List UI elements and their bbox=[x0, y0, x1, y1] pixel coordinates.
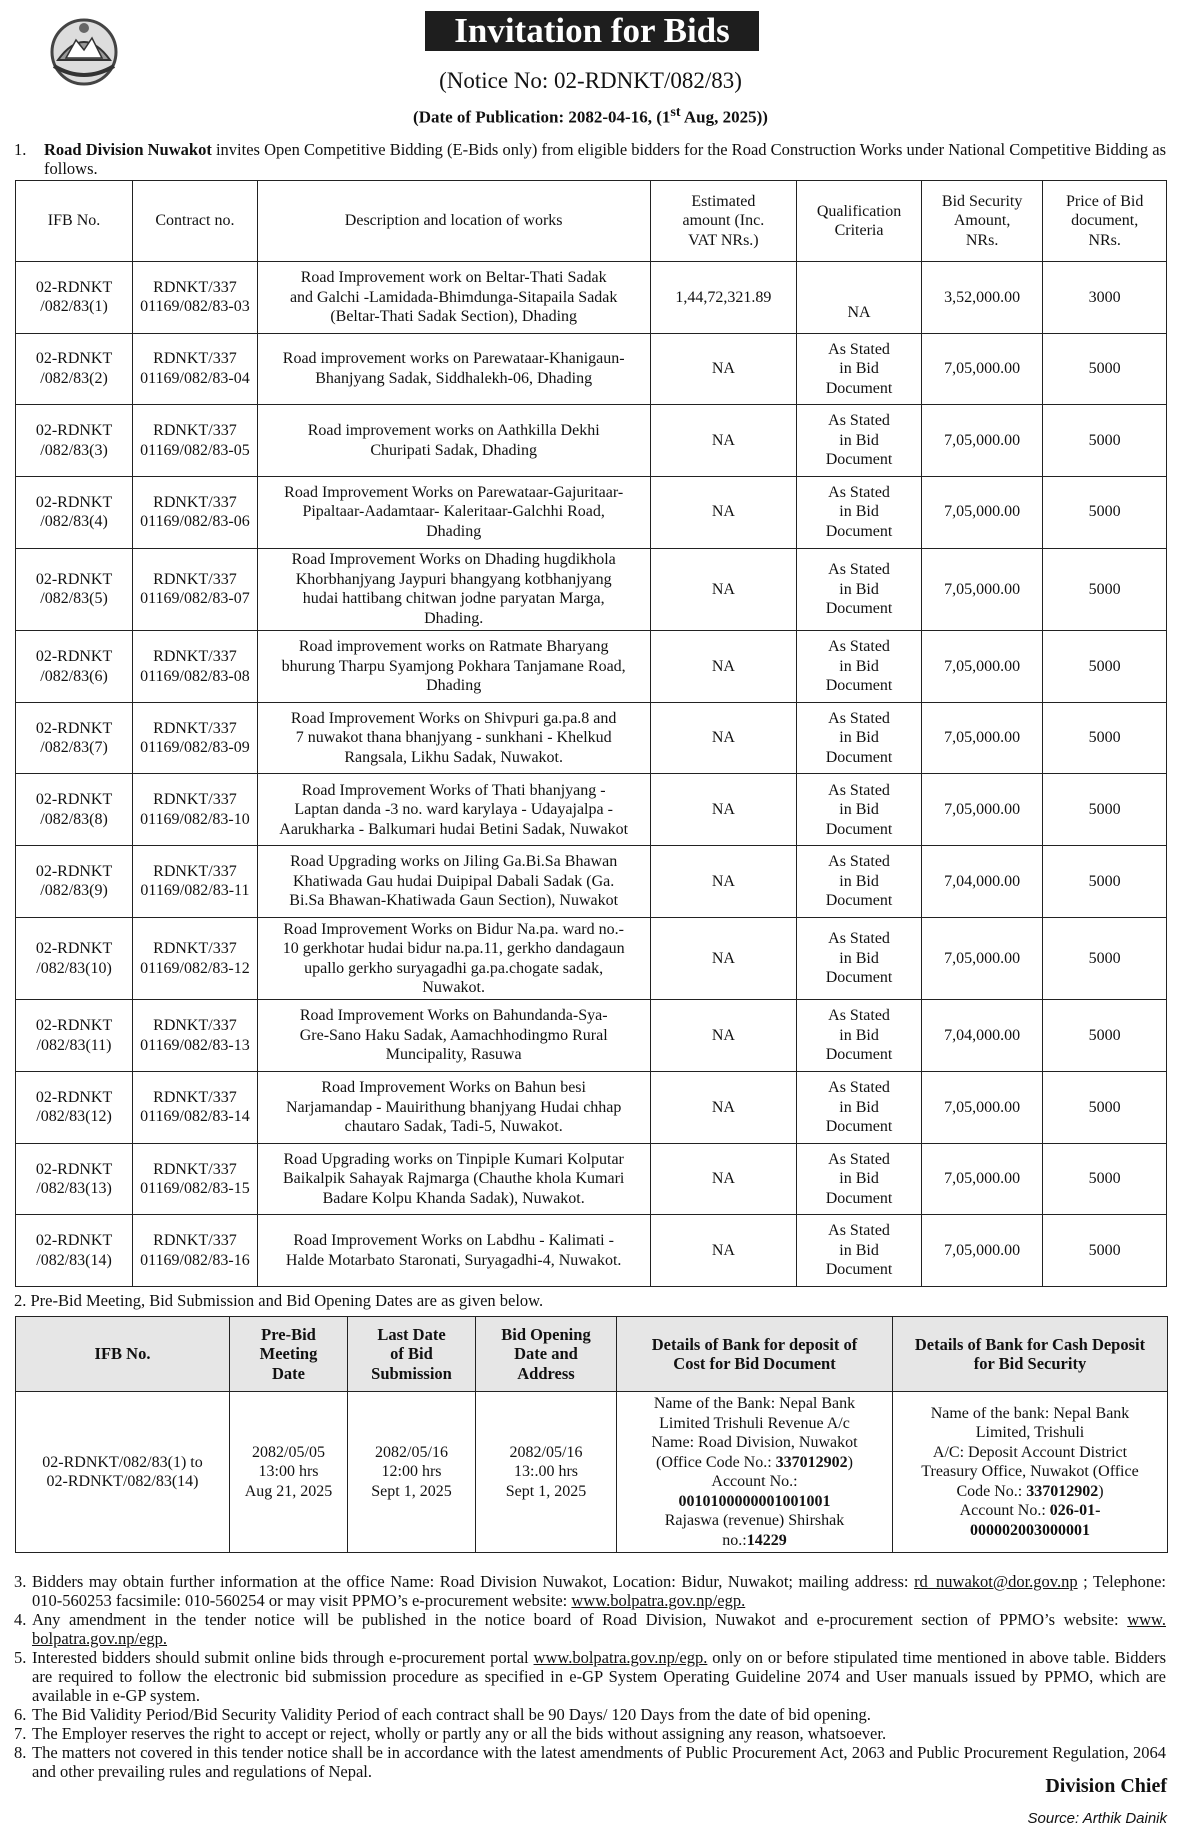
bid-document-price: 5000 bbox=[1043, 333, 1167, 405]
ifb-number: 02-RDNKT /082/83(7) bbox=[16, 702, 133, 774]
column-header: IFB No. bbox=[16, 181, 133, 262]
contract-number: RDNKT/337 01169/082/83-14 bbox=[133, 1072, 258, 1144]
bid-security-amount: 7,05,000.00 bbox=[921, 1215, 1042, 1287]
table-row bbox=[16, 1215, 1167, 1287]
bid-document-price: 5000 bbox=[1043, 631, 1167, 703]
intro-paragraph: 1. Road Division Nuwakot invites Open Competitive Bidding (E-Bids only) from eligible bidders for the Road Construction Works under National Competitive Bidding as follows. bbox=[14, 140, 1166, 178]
contract-number: RDNKT/337 01169/082/83-11 bbox=[133, 846, 258, 918]
work-description: Road Improvement Works on Bahun besi Narjamandap - Mauirithung bhanjyang Hudai chhap chautaro Sadak, Tadi-5, Nuwakot. bbox=[257, 1072, 650, 1144]
bid-security-amount: 7,05,000.00 bbox=[921, 333, 1042, 405]
qualification-criteria: As Stated in Bid Document bbox=[797, 917, 922, 1000]
ifb-number: 02-RDNKT /082/83(3) bbox=[16, 405, 133, 477]
contract-number: RDNKT/337 01169/082/83-12 bbox=[133, 917, 258, 1000]
table-row bbox=[16, 1072, 1167, 1144]
note-8: 8. The matters not covered in this tender notice shall be in accordance with the latest amendments of Public Procurement Act, 2063 and Public Procurement Regulation, 2064 and other prevailing rules and regulations of Nepal. bbox=[14, 1743, 1166, 1781]
notes-list bbox=[14, 1572, 1166, 1781]
column-header: Pre-Bid Meeting Date bbox=[230, 1317, 348, 1392]
pre-bid-date: 2082/05/05 13:00 hrs Aug 21, 2025 bbox=[230, 1392, 348, 1553]
estimated-amount: NA bbox=[650, 1143, 797, 1215]
bid-document-price: 5000 bbox=[1043, 405, 1167, 477]
qualification-criteria: As Stated in Bid Document bbox=[797, 476, 922, 548]
table-row bbox=[16, 1000, 1167, 1072]
contract-number: RDNKT/337 01169/082/83-13 bbox=[133, 1000, 258, 1072]
estimated-amount: NA bbox=[650, 631, 797, 703]
column-header: Last Date of Bid Submission bbox=[348, 1317, 476, 1392]
table-row bbox=[16, 917, 1167, 1000]
ifb-number: 02-RDNKT /082/83(12) bbox=[16, 1072, 133, 1144]
ifb-number: 02-RDNKT /082/83(2) bbox=[16, 333, 133, 405]
contract-number: RDNKT/337 01169/082/83-09 bbox=[133, 702, 258, 774]
qualification-criteria: As Stated in Bid Document bbox=[797, 1215, 922, 1287]
contract-number: RDNKT/337 01169/082/83-16 bbox=[133, 1215, 258, 1287]
bid-document-price: 5000 bbox=[1043, 1000, 1167, 1072]
qualification-criteria: As Stated in Bid Document bbox=[797, 405, 922, 477]
estimated-amount: NA bbox=[650, 548, 797, 631]
work-description: Road Improvement Works on Labdhu - Kalimati - Halde Motarbato Staronati, Suryagadhi-4, Nuwakot. bbox=[257, 1215, 650, 1287]
table-row bbox=[16, 774, 1167, 846]
estimated-amount: NA bbox=[650, 1000, 797, 1072]
email-link[interactable]: rd_nuwakot@dor.gov.np bbox=[914, 1572, 1078, 1591]
dates-ifb-range: 02-RDNKT/082/83(1) to 02-RDNKT/082/83(14) bbox=[16, 1392, 230, 1553]
bid-security-amount: 7,05,000.00 bbox=[921, 702, 1042, 774]
estimated-amount: NA bbox=[650, 846, 797, 918]
qualification-criteria: As Stated in Bid Document bbox=[797, 548, 922, 631]
website-link[interactable]: www. bolpatra.gov.np/egp. bbox=[32, 1610, 1166, 1648]
qualification-criteria: As Stated in Bid Document bbox=[797, 631, 922, 703]
note-4: 4. Any amendment in the tender notice will be published in the notice board of Road Division, Nuwakot and e-procurement section of PPMO’s website: www. bolpatra.gov.np/egp. bbox=[14, 1610, 1166, 1648]
dates-table-header bbox=[16, 1317, 1168, 1392]
table-row bbox=[16, 846, 1167, 918]
bid-security-amount: 7,05,000.00 bbox=[921, 476, 1042, 548]
contract-number: RDNKT/337 01169/082/83-05 bbox=[133, 405, 258, 477]
estimated-amount: NA bbox=[650, 405, 797, 477]
estimated-amount: NA bbox=[650, 774, 797, 846]
qualification-criteria: As Stated in Bid Document bbox=[797, 333, 922, 405]
bid-security-amount: 7,05,000.00 bbox=[921, 1143, 1042, 1215]
bid-document-price: 5000 bbox=[1043, 917, 1167, 1000]
ifb-number: 02-RDNKT /082/83(1) bbox=[16, 262, 133, 334]
column-header: Qualification Criteria bbox=[797, 181, 922, 262]
section-2-heading: 2. Pre-Bid Meeting, Bid Submission and Bid Opening Dates are as given below. bbox=[14, 1291, 544, 1310]
table-row bbox=[16, 262, 1167, 334]
contract-number: RDNKT/337 01169/082/83-04 bbox=[133, 333, 258, 405]
work-description: Road Improvement Works of Thati bhanjyang - Laptan danda -3 no. ward karylaya - Udayajalpa - Aarukharka - Balkumari hudai Betini Sadak, Nuwakot bbox=[257, 774, 650, 846]
bid-document-price: 5000 bbox=[1043, 774, 1167, 846]
estimated-amount: NA bbox=[650, 917, 797, 1000]
work-description: Road Upgrading works on Tinpiple Kumari Kolputar Baikalpik Sahayak Rajmarga (Chauthe khola Kumari Badare Kolpu Khanda Sadak), Nuwakot. bbox=[257, 1143, 650, 1215]
opening-date: 2082/05/16 13:.00 hrs Sept 1, 2025 bbox=[476, 1392, 617, 1553]
bid-security-amount: 3,52,000.00 bbox=[921, 262, 1042, 334]
ifb-number: 02-RDNKT /082/83(10) bbox=[16, 917, 133, 1000]
bid-document-price: 5000 bbox=[1043, 702, 1167, 774]
submission-date: 2082/05/16 12:00 hrs Sept 1, 2025 bbox=[348, 1392, 476, 1553]
estimated-amount: NA bbox=[650, 476, 797, 548]
contract-number: RDNKT/337 01169/082/83-10 bbox=[133, 774, 258, 846]
notice-number: (Notice No: 02-RDNKT/082/83) bbox=[439, 68, 742, 93]
note-7: 7. The Employer reserves the right to accept or reject, wholly or partly any or all the bids without assigning any reason, whatsoever. bbox=[14, 1724, 887, 1743]
bid-security-amount: 7,04,000.00 bbox=[921, 846, 1042, 918]
website-link[interactable]: www.bolpatra.gov.np/egp. bbox=[533, 1648, 708, 1667]
table-row bbox=[16, 631, 1167, 703]
column-header: Bid Opening Date and Address bbox=[476, 1317, 617, 1392]
bid-document-price: 5000 bbox=[1043, 548, 1167, 631]
table-row bbox=[16, 476, 1167, 548]
work-description: Road Improvement Works on Bidur Na.pa. ward no.- 10 gerkhotar hudai bidur na.pa.11, gerkho dandagaun upallo gerkho suryagadhi ga.pa.chogate sadak, Nuwakot. bbox=[257, 917, 650, 1000]
ifb-number: 02-RDNKT /082/83(11) bbox=[16, 1000, 133, 1072]
estimated-amount: NA bbox=[650, 1072, 797, 1144]
estimated-amount: NA bbox=[650, 702, 797, 774]
bids-table-header bbox=[16, 181, 1167, 262]
estimated-amount: 1,44,72,321.89 bbox=[650, 262, 797, 334]
source-credit: Source: Arthik Dainik bbox=[1027, 1810, 1167, 1827]
work-description: Road Improvement Works on Bahundanda-Sya- Gre-Sano Haku Sadak, Aamachhodingmo Rural Muncipality, Rasuwa bbox=[257, 1000, 650, 1072]
qualification-criteria: As Stated in Bid Document bbox=[797, 846, 922, 918]
table-row bbox=[16, 333, 1167, 405]
contract-number: RDNKT/337 01169/082/83-07 bbox=[133, 548, 258, 631]
qualification-criteria: As Stated in Bid Document bbox=[797, 1072, 922, 1144]
work-description: Road Improvement work on Beltar-Thati Sadak and Galchi -Lamidada-Bhimdunga-Sitapaila Sadak (Beltar-Thati Sadak Section), Dhading bbox=[257, 262, 650, 334]
bid-document-price: 5000 bbox=[1043, 476, 1167, 548]
signatory: Division Chief bbox=[1045, 1775, 1167, 1797]
bid-security-amount: 7,05,000.00 bbox=[921, 917, 1042, 1000]
column-header: Contract no. bbox=[133, 181, 258, 262]
bids-table bbox=[15, 180, 1167, 1287]
table-row bbox=[16, 702, 1167, 774]
ifb-number: 02-RDNKT /082/83(13) bbox=[16, 1143, 133, 1215]
work-description: Road Improvement Works on Parewataar-Gajuritaar- Pipaltaar-Aadamtaar- Kaleritaar-Galchhi Road, Dhading bbox=[257, 476, 650, 548]
column-header: Bid Security Amount, NRs. bbox=[921, 181, 1042, 262]
ifb-number: 02-RDNKT /082/83(14) bbox=[16, 1215, 133, 1287]
ifb-number: 02-RDNKT /082/83(6) bbox=[16, 631, 133, 703]
work-description: Road improvement works on Parewataar-Khanigaun- Bhanjyang Sadak, Siddhalekh-06, Dhading bbox=[257, 333, 650, 405]
qualification-criteria: As Stated in Bid Document bbox=[797, 1143, 922, 1215]
note-3: 3. Bidders may obtain further information at the office Name: Road Division Nuwakot, Location: Bidur, Nuwakot; mailing address: rd_nuwakot@dor.gov.np ; Telephone: 010-560253 facsimile: 010-560254 or may visit PPMO’s e-procurement website: www.bolpatra.gov.np/egp. bbox=[14, 1572, 1166, 1610]
bid-document-price: 5000 bbox=[1043, 1143, 1167, 1215]
bid-document-price: 3000 bbox=[1043, 262, 1167, 334]
qualification-criteria: NA bbox=[797, 262, 922, 334]
dates-table bbox=[15, 1316, 1168, 1553]
contract-number: RDNKT/337 01169/082/83-15 bbox=[133, 1143, 258, 1215]
table-row bbox=[16, 1143, 1167, 1215]
note-5: 5. Interested bidders should submit online bids through e-procurement portal www.bolpatra.gov.np/egp. only on or before stipulated time mentioned in above table. Bidders are required to follow the electronic bid submission procedure as specified in e-GP System Operating Guideline 2074 and User manuals issued by PPMO, which are available in e-GP system. bbox=[14, 1648, 1166, 1705]
column-header: Description and location of works bbox=[257, 181, 650, 262]
issuer-name: Road Division Nuwakot bbox=[44, 140, 212, 159]
table-row bbox=[16, 548, 1167, 631]
ifb-number: 02-RDNKT /082/83(9) bbox=[16, 846, 133, 918]
table-row bbox=[16, 405, 1167, 477]
bid-security-amount: 7,05,000.00 bbox=[921, 405, 1042, 477]
page-title: Invitation for Bids bbox=[425, 11, 759, 51]
publication-date: (Date of Publication: 2082-04-16, (1st Aug, 2025)) bbox=[413, 104, 768, 127]
qualification-criteria: As Stated in Bid Document bbox=[797, 774, 922, 846]
bid-security-amount: 7,05,000.00 bbox=[921, 1072, 1042, 1144]
column-header: Details of Bank for deposit of Cost for Bid Document bbox=[617, 1317, 893, 1392]
bid-security-amount: 7,05,000.00 bbox=[921, 774, 1042, 846]
ifb-number: 02-RDNKT /082/83(4) bbox=[16, 476, 133, 548]
bid-document-price: 5000 bbox=[1043, 1072, 1167, 1144]
estimated-amount: NA bbox=[650, 1215, 797, 1287]
work-description: Road improvement works on Aathkilla Dekhi Churipati Sadak, Dhading bbox=[257, 405, 650, 477]
work-description: Road Improvement Works on Shivpuri ga.pa.8 and 7 nuwakot thana bhanjyang - sunkhani - Khelkud Rangsala, Likhu Sadak, Nuwakot. bbox=[257, 702, 650, 774]
bank-security-details: Name of the bank: Nepal Bank Limited, Trishuli A/C: Deposit Account District Treasury Office, Nuwakot (Office Code No.: 337012902) Account No.: 026-01- 000002003000001 bbox=[893, 1392, 1168, 1553]
column-header: Price of Bid document, NRs. bbox=[1043, 181, 1167, 262]
ifb-number: 02-RDNKT /082/83(8) bbox=[16, 774, 133, 846]
column-header: IFB No. bbox=[16, 1317, 230, 1392]
qualification-criteria: As Stated in Bid Document bbox=[797, 1000, 922, 1072]
bid-security-amount: 7,05,000.00 bbox=[921, 631, 1042, 703]
column-header: Details of Bank for Cash Deposit for Bid Security bbox=[893, 1317, 1168, 1392]
website-link[interactable]: www.bolpatra.gov.np/egp. bbox=[571, 1591, 746, 1610]
work-description: Road Improvement Works on Dhading hugdikhola Khorbhanjyang Jaypuri bhangyang kotbhanjyang hudai hattibang chitwan jodne paryatan Marga, Dhading. bbox=[257, 548, 650, 631]
note-6: 6. The Bid Validity Period/Bid Security Validity Period of each contract shall be 90 Days/ 120 Days from the date of bid opening. bbox=[14, 1705, 871, 1724]
estimated-amount: NA bbox=[650, 333, 797, 405]
work-description: Road improvement works on Ratmate Bharyang bhurung Tharpu Syamjong Pokhara Tanjamane Road, Dhading bbox=[257, 631, 650, 703]
contract-number: RDNKT/337 01169/082/83-06 bbox=[133, 476, 258, 548]
contract-number: RDNKT/337 01169/082/83-03 bbox=[133, 262, 258, 334]
dates-row bbox=[16, 1392, 1168, 1553]
bid-document-price: 5000 bbox=[1043, 1215, 1167, 1287]
contract-number: RDNKT/337 01169/082/83-08 bbox=[133, 631, 258, 703]
bid-security-amount: 7,04,000.00 bbox=[921, 1000, 1042, 1072]
column-header: Estimated amount (Inc. VAT NRs.) bbox=[650, 181, 797, 262]
ifb-number: 02-RDNKT /082/83(5) bbox=[16, 548, 133, 631]
bank-doc-details: Name of the Bank: Nepal Bank Limited Trishuli Revenue A/c Name: Road Division, Nuwakot (Office Code No.: 337012902) Account No.: 0010100000001001001 Rajaswa (revenue) Shirshak no.:14229 bbox=[617, 1392, 893, 1553]
bid-security-amount: 7,05,000.00 bbox=[921, 548, 1042, 631]
qualification-criteria: As Stated in Bid Document bbox=[797, 702, 922, 774]
work-description: Road Upgrading works on Jiling Ga.Bi.Sa Bhawan Khatiwada Gau hudai Duipipal Dabali Sadak (Ga. Bi.Sa Bhawan-Khatiwada Gaun Section), Nuwakot bbox=[257, 846, 650, 918]
bid-document-price: 5000 bbox=[1043, 846, 1167, 918]
